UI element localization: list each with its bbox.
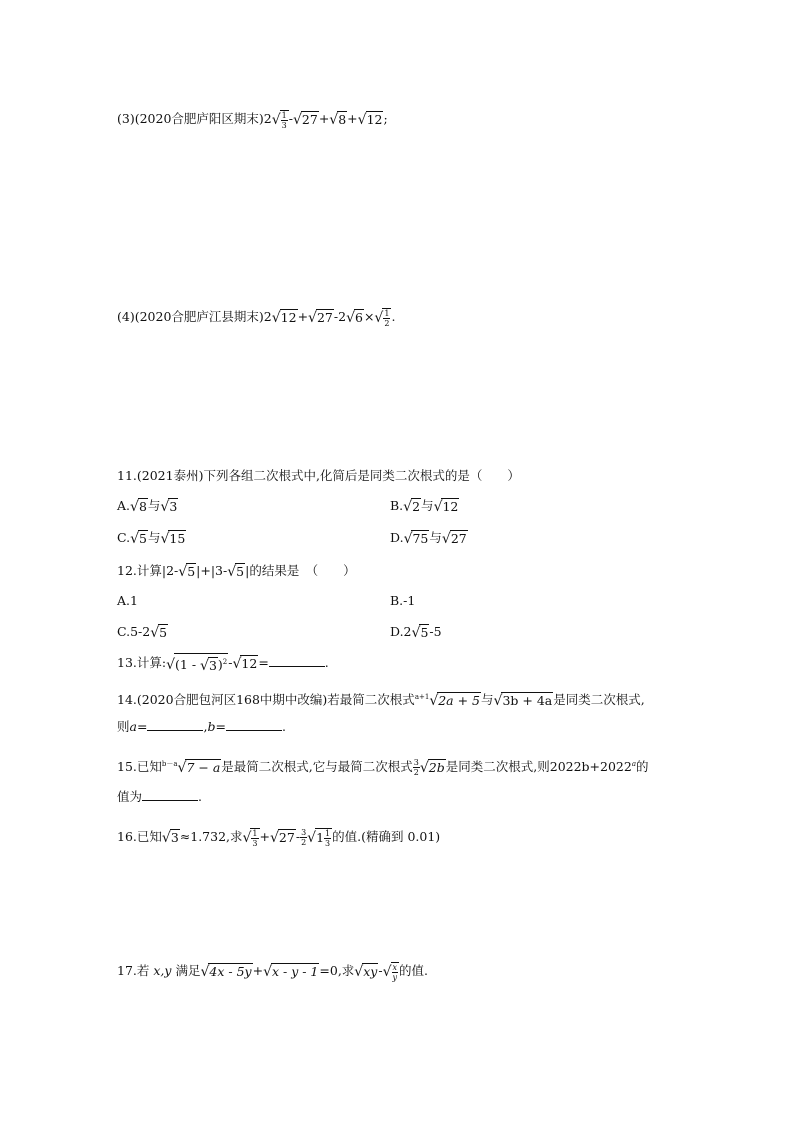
question-13: 13.计算:√(1 - √3)$^2$-√12= . [117, 652, 329, 674]
question-11-stem: 11.(2021泰州)下列各组二次根式中,化简后是同类二次根式的是（ ） [117, 468, 520, 483]
problem-4: (4)(2020合肥庐江县期末)2√12+√27-2√6×√ $\frac{1}{2}$ . [117, 308, 396, 328]
question-11-option-d[interactable]: D.√75与√27 [390, 530, 467, 547]
problem-3: (3)(2020合肥庐阳区期末)2√ $\frac{1}{3}$ -√27+√8+√12; [117, 110, 388, 130]
answer-blank-b[interactable] [226, 718, 282, 731]
question-14-line2: 则a= ,b= . [117, 719, 286, 734]
question-12-option-a[interactable]: A.1 [117, 593, 138, 608]
problem-4-label: (4)(2020合肥庐江县期末) [117, 309, 264, 324]
question-12-option-c[interactable]: C.5-2√5 [117, 624, 168, 641]
question-15: 15.已知$^{b-a}$√7 − a是最简二次根式,它与最简二次根式 $\frac{3}{2}$ √2b是同类二次根式,则$2022b+2022^a$的 [117, 758, 649, 778]
question-12-option-b[interactable]: B.-1 [390, 593, 416, 608]
answer-blank[interactable] [142, 788, 198, 801]
question-14: 14.(2020合肥包河区168中期中改编)若最简二次根式$^{a+1}$√2a + 5与√3b + 4a是同类二次根式, [117, 692, 645, 710]
question-11-option-a[interactable]: A.√8与√3 [117, 498, 178, 515]
question-11-option-c[interactable]: C.√5与√15 [117, 530, 186, 547]
question-12-stem: 12.计算|2-√5|+|3-√5|的结果是 （ ） [117, 563, 356, 580]
answer-blank[interactable] [269, 654, 325, 667]
answer-blank-a[interactable] [147, 718, 203, 731]
question-16: 16.已知√3≈1.732,求√ $\frac{1}{3}$ +√27- $\frac{3}{2}$ √1 $\frac{1}{3}$ 的值.(精确到 0.01) [117, 828, 441, 848]
question-17: 17.若 x,y 满足√4x - 5y+√x - y - 1=0,求√xy-√ $\frac{x}{y}$ 的值. [117, 962, 429, 982]
question-15-line2: 值为 . [117, 789, 202, 804]
sqrt-expr: √ $\frac{1}{3}$ [271, 110, 287, 130]
question-12-option-d[interactable]: D.2√5-5 [390, 624, 442, 641]
problem-3-label: (3)(2020合肥庐阳区期末) [117, 111, 264, 126]
question-11-option-b[interactable]: B.√2与√12 [390, 498, 459, 515]
